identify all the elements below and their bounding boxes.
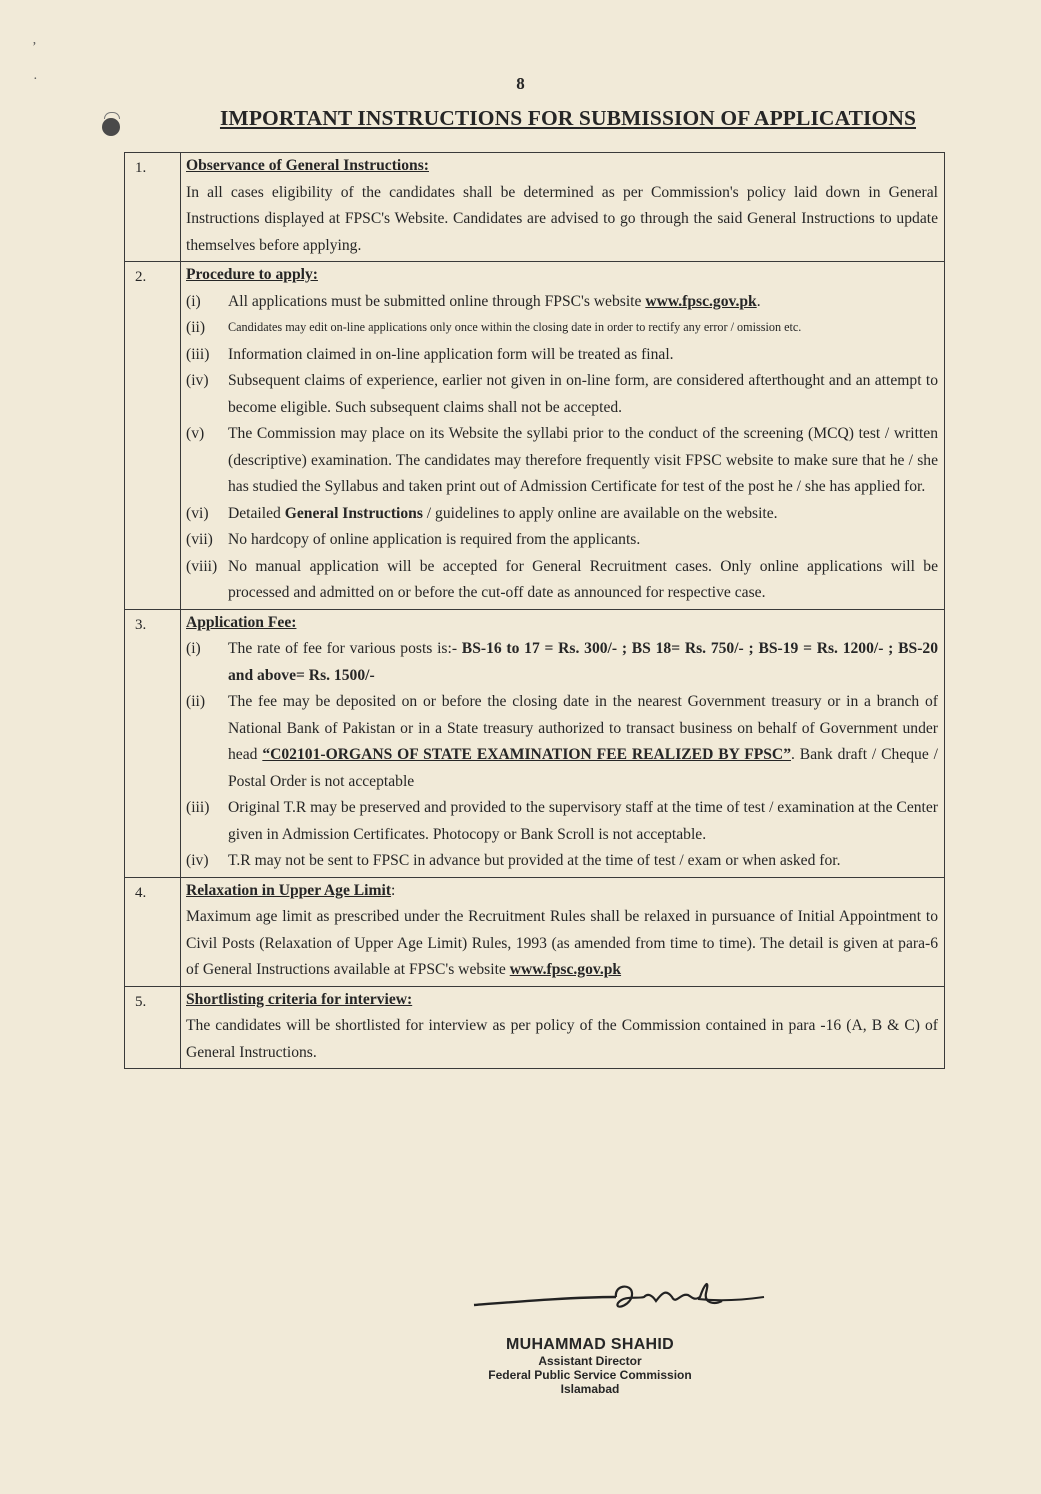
item-text: All applications must be submitted online through FPSC's website www.fpsc.gov.pk. — [228, 292, 761, 310]
list-item — [186, 315, 938, 342]
item-number: (iii) — [186, 799, 210, 816]
list-item — [186, 689, 938, 795]
section-title: Application Fee: — [186, 613, 297, 631]
instructions-table — [124, 152, 945, 1069]
signatory-city: Islamabad — [560, 1382, 620, 1396]
item-text: The fee may be deposited on or before the closing date in the nearest Government treasury or in a branch of National Bank of Pakistan or in a State treasury authorized to transact business on behalf of Government under head “C02101-ORGANS OF STATE EXAMINATION FEE REALIZED BY FPSC”. Bank draft / Cheque / Postal Order is not acceptable — [228, 693, 938, 790]
section-body — [181, 609, 945, 877]
item-text: Candidates may edit on-line applications only once within the closing date in order to rectify any error / omission etc. — [228, 320, 802, 334]
list-item — [186, 501, 938, 528]
section-text: In all cases eligibility of the candidates shall be determined as per Commission's policy laid down in General Instructions displayed at FPSC's Website. Candidates are advised to go through the said General Instructions to update themselves before applying. — [186, 183, 938, 254]
section-body — [181, 877, 945, 986]
item-number: (vii) — [186, 531, 213, 548]
section-body — [181, 262, 945, 610]
section-body — [181, 986, 945, 1069]
item-number: (iv) — [186, 372, 209, 389]
section-3 — [125, 609, 945, 877]
item-number: (i) — [186, 292, 201, 310]
fee-head-code: “C02101-ORGANS OF STATE EXAMINATION FEE REALIZED BY FPSC” — [262, 746, 791, 763]
section-2 — [125, 262, 945, 610]
list-item — [186, 289, 938, 316]
signature-block — [470, 1336, 710, 1396]
paper-speck: ’ — [32, 40, 37, 55]
fpsc-website-link[interactable]: www.fpsc.gov.pk — [645, 292, 757, 310]
punch-hole — [102, 118, 120, 136]
section-number: 5. — [125, 986, 181, 1069]
handwritten-signature — [466, 1275, 766, 1335]
item-number: (iv) — [186, 852, 209, 869]
item-number: (v) — [186, 425, 205, 442]
section-5 — [125, 986, 945, 1069]
section-title: Relaxation in Upper Age Limit — [186, 881, 392, 899]
signatory-organization: Federal Public Service Commission — [488, 1368, 692, 1382]
item-number: (vi) — [186, 504, 209, 522]
section-text: Maximum age limit as prescribed under the Recruitment Rules shall be relaxed in pursuance of Initial Appointment to Civil Posts (Relaxation of Upper Age Limit) Rules, 1993 (as amended from time to time). The detail is given at para-6 of General Instructions available at FPSC's website www.fpsc.gov.pk — [186, 908, 938, 978]
section-4 — [125, 877, 945, 986]
list-item — [186, 527, 938, 554]
list-item — [186, 421, 938, 501]
item-text: Subsequent claims of experience, earlier not given in on-line form, are considered afterthought and an attempt to become eligible. Such subsequent claims shall not be accepted. — [228, 372, 938, 416]
item-number: (i) — [186, 640, 201, 657]
list-item — [186, 554, 938, 607]
fpsc-website-link[interactable]: www.fpsc.gov.pk — [509, 961, 622, 978]
item-text: The rate of fee for various posts is:- BS-16 to 17 = Rs. 300/- ; BS 18= Rs. 750/- ; BS-19 = Rs. 1200/- ; BS-20 and above= Rs. 1500/- — [228, 640, 938, 684]
signatory-designation: Assistant Director — [538, 1354, 642, 1368]
section-title: Shortlisting criteria for interview: — [186, 990, 413, 1008]
item-number: (viii) — [186, 557, 218, 575]
page-number: 8 — [516, 74, 525, 93]
section-number: 4. — [125, 877, 181, 986]
section-1 — [125, 153, 945, 262]
section-number: 2. — [125, 262, 181, 610]
item-text: No manual application will be accepted for General Recruitment cases. Only online applications will be processed and admitted on or before the cut-off date as announced for respective case. — [228, 557, 938, 601]
item-text: No hardcopy of online application is required from the applicants. — [228, 531, 641, 548]
list-item — [186, 636, 938, 689]
item-number: (ii) — [186, 319, 206, 336]
item-text: Original T.R may be preserved and provided to the supervisory staff at the time of test / examination at the Center given in Admission Certificates. Photocopy or Bank Scroll is not acceptable. — [228, 799, 938, 843]
section-number: 1. — [125, 153, 181, 262]
list-item — [186, 342, 938, 369]
item-text: The Commission may place on its Website the syllabi prior to the conduct of the screening (MCQ) test / written (descriptive) examination. The candidates may therefore frequently visit FPSC website to make sure that he / she has studied the Syllabus and taken print out of Admission Certificate for test of the post he / she has applied for. — [228, 425, 938, 495]
item-number: (ii) — [186, 693, 206, 710]
section-text: The candidates will be shortlisted for interview as per policy of the Commission contained in para -16 (A, B & C) of General Instructions. — [186, 1017, 938, 1061]
page-heading: IMPORTANT INSTRUCTIONS FOR SUBMISSION OF APPLICATIONS — [219, 106, 917, 130]
section-title-row: Relaxation in Upper Age Limit: — [186, 881, 396, 899]
list-item — [186, 795, 938, 848]
section-body — [181, 153, 945, 262]
item-text: Information claimed in on-line application form will be treated as final. — [228, 345, 674, 363]
item-number: (iii) — [186, 345, 210, 363]
item-text: Detailed General Instructions / guidelines to apply online are available on the website. — [228, 504, 778, 522]
list-item — [186, 848, 938, 875]
section-number: 3. — [125, 609, 181, 877]
signatory-name: MUHAMMAD SHAHID — [505, 1336, 675, 1353]
section-title: Observance of General Instructions: — [186, 157, 429, 174]
list-item — [186, 368, 938, 421]
paper-speck: · — [33, 72, 38, 87]
section-title: Procedure to apply: — [186, 266, 318, 283]
item-text: T.R may not be sent to FPSC in advance but provided at the time of test / exam or when asked for. — [228, 852, 841, 869]
